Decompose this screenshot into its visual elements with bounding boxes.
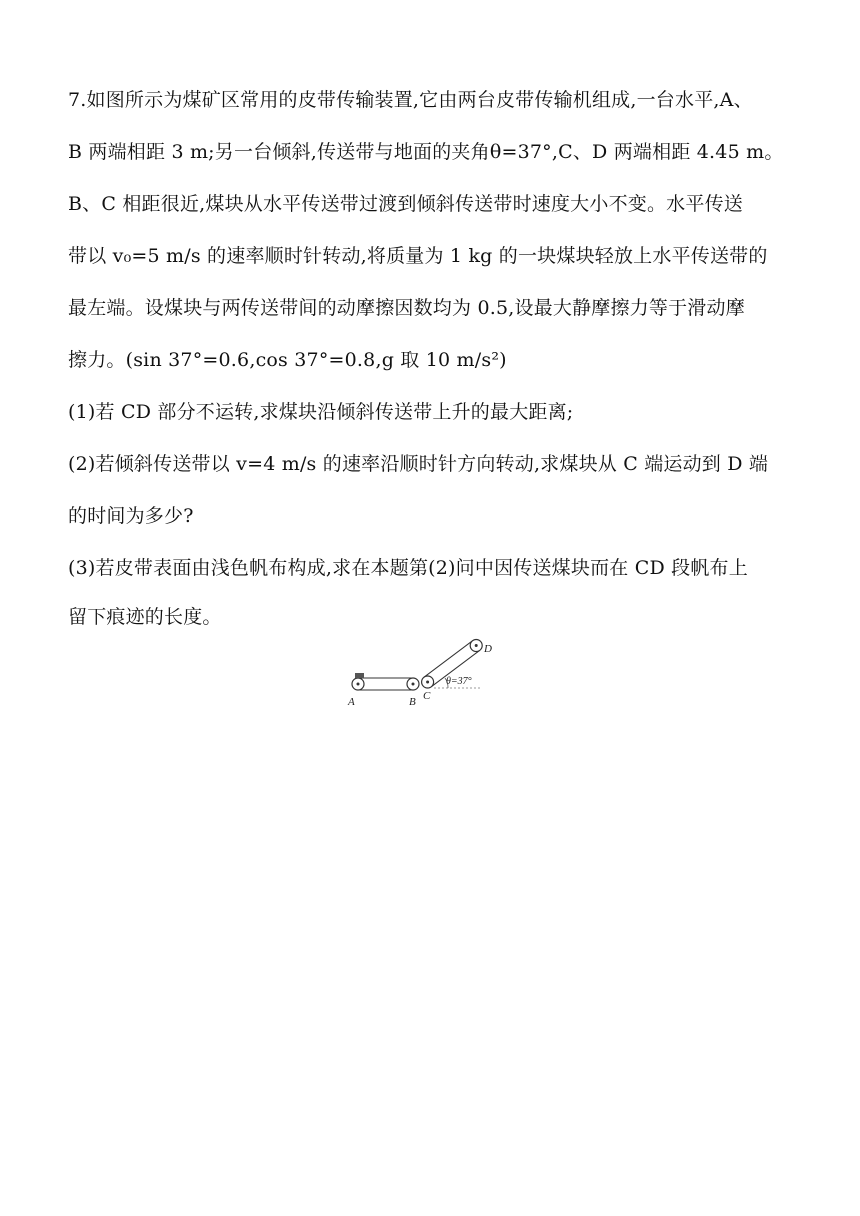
pulley-c-axle <box>426 681 429 684</box>
conveyor-diagram-svg <box>340 632 510 712</box>
pulley-b-axle <box>412 683 415 686</box>
problem-line-2: B 两端相距 3 m;另一台倾斜,传送带与地面的夹角θ=37°,C、D 两端相距 4.45 m。 <box>68 141 784 163</box>
horizontal-belt <box>358 678 413 690</box>
label-d: D <box>484 643 492 655</box>
question-2-line-2: 的时间为多少? <box>68 505 194 527</box>
problem-line-4: 带以 v₀=5 m/s 的速率顺时针转动,将质量为 1 kg 的一块煤块轻放上水平传送带的 <box>68 245 768 267</box>
question-3-line-1: (3)若皮带表面由浅色帆布构成,求在本题第(2)问中因传送煤块而在 CD 段帆布上 <box>68 557 748 579</box>
question-2-line-1: (2)若倾斜传送带以 v=4 m/s 的速率沿顺时针方向转动,求煤块从 C 端运动到 D 端 <box>68 453 769 475</box>
label-a: A <box>348 696 355 708</box>
problem-line-5: 最左端。设煤块与两传送带间的动摩擦因数均为 0.5,设最大静摩擦力等于滑动摩 <box>68 297 745 319</box>
label-b: B <box>409 696 416 708</box>
coal-block <box>355 673 364 678</box>
pulley-d-axle <box>475 644 478 647</box>
problem-line-3: B、C 相距很近,煤块从水平传送带过渡到倾斜传送带时速度大小不变。水平传送 <box>68 193 743 215</box>
label-c: C <box>423 690 431 702</box>
angle-label: θ=37° <box>446 676 472 687</box>
pulley-a-axle <box>357 683 360 686</box>
problem-line-6: 擦力。(sin 37°=0.6,cos 37°=0.8,g 取 10 m/s²) <box>68 349 507 371</box>
question-1: (1)若 CD 部分不运转,求煤块沿倾斜传送带上升的最大距离; <box>68 401 574 423</box>
conveyor-diagram <box>340 632 510 712</box>
question-3-line-2: 留下痕迹的长度。 <box>68 606 222 628</box>
problem-line-1: 7.如图所示为煤矿区常用的皮带传输装置,它由两台皮带传输机组成,一台水平,A、 <box>68 89 753 111</box>
